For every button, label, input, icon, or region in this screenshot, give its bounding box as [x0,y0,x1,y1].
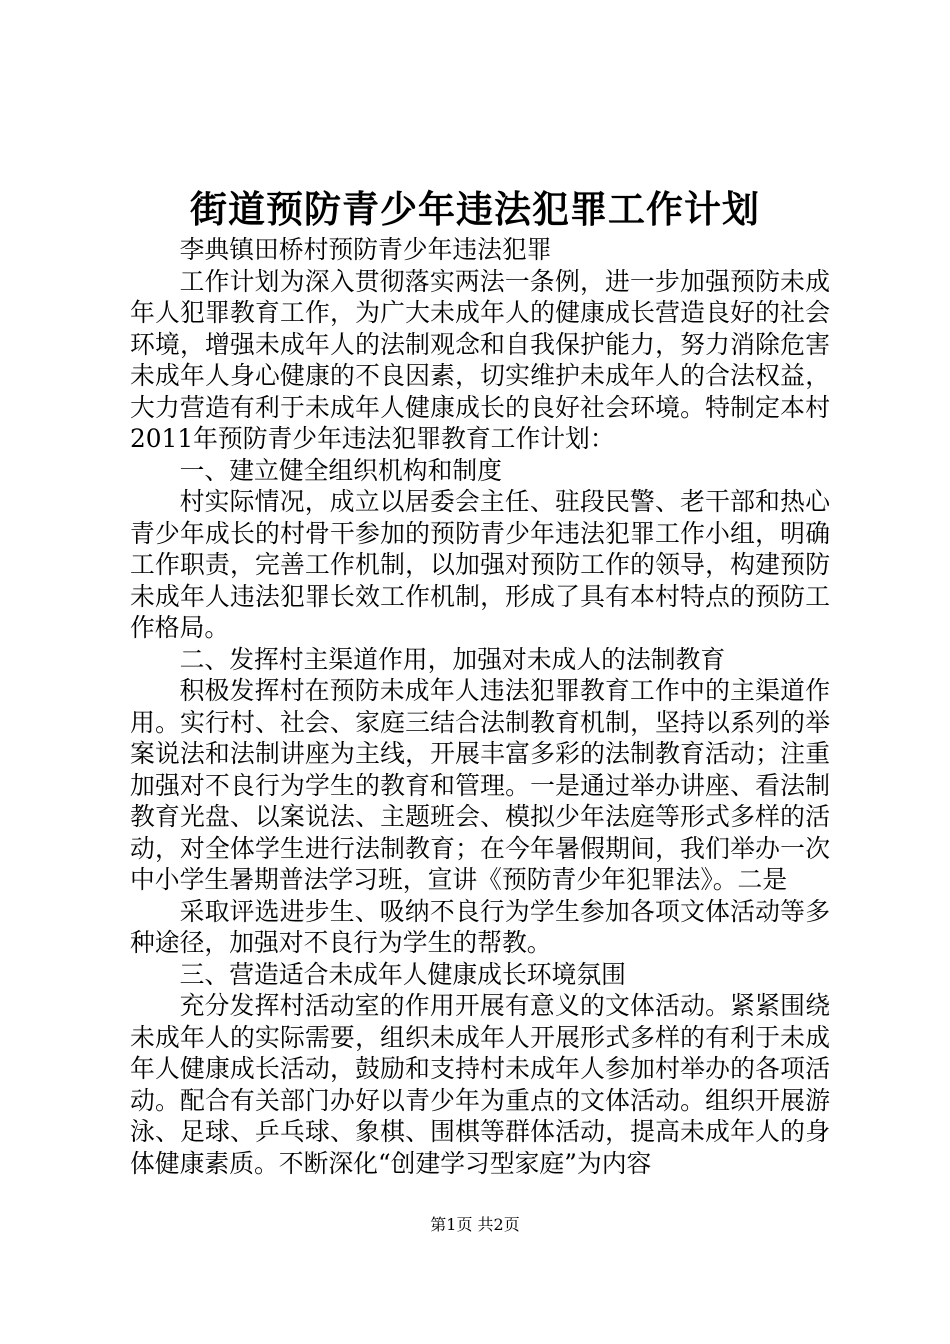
document-title: 街道预防青少年违法犯罪工作计划 [190,187,760,231]
paragraph-section-1: 村实际情况，成立以居委会主任、驻段民警、老干部和热心青少年成长的村骨干参加的预防青少年违法犯罪工作小组，明确工作职责，完善工作机制，以加强对预防工作的领导，构建预防未成年人违法犯罪长效工作机制，形成了具有本村特点的预防工作格局。 [130,487,830,642]
paragraph-intro: 李典镇田桥村预防青少年违法犯罪 [179,235,552,264]
section-heading-1: 一、建立健全组织机构和制度 [179,455,502,485]
paragraph-purpose: 工作计划为深入贯彻落实两法一条例，进一步加强预防未成年人犯罪教育工作，为广大未成年人的健康成长营造良好的社会环境，增强未成年人的法制观念和自我保护能力，努力消除危害未成年人身心健康的不良因素，切实维护未成年人的合法权益，大力营造有利于未成年人健康成长的良好社会环境。特制定本村2011年预防青少年违法犯罪教育工作计划： [130,266,830,453]
section-heading-2: 二、发挥村主渠道作用，加强对未成人的法制教育 [179,644,726,674]
page-footer: 第1页 共2页 [430,1215,520,1234]
paragraph-section-2: 积极发挥村在预防未成年人违法犯罪教育工作中的主渠道作用。实行村、社会、家庭三结合法制教育机制，坚持以系列的举案说法和法制讲座为主线，开展丰富多彩的法制教育活动；注重加强对不良行为学生的教育和管理。一是通过举办讲座、看法制教育光盘、以案说法、主题班会、模拟少年法庭等形式多样的活动，对全体学生进行法制教育；在今年暑假期间，我们举办一次中小学生暑期普法学习班，宣讲《预防青少年犯罪法》。二是 [130,676,830,894]
document-body [130,234,830,1179]
section-heading-3: 三、营造适合未成年人健康成长环境氛围 [179,959,626,989]
paragraph-section-3: 充分发挥村活动室的作用开展有意义的文体活动。紧紧围绕未成年人的实际需要，组织未成年人开展形式多样的有利于未成年人健康成长活动，鼓励和支持村未成年人参加村举办的各项活动。配合有关部门办好以青少年为重点的文体活动。组织开展游泳、足球、乒乓球、象棋、围棋等群体活动，提高未成年人的身体健康素质。不断深化“创建学习型家庭”为内容 [130,991,830,1178]
paragraph-section-2-cont: 采取评选进步生、吸纳不良行为学生参加各项文体活动等多种途径，加强对不良行为学生的帮教。 [130,896,830,957]
